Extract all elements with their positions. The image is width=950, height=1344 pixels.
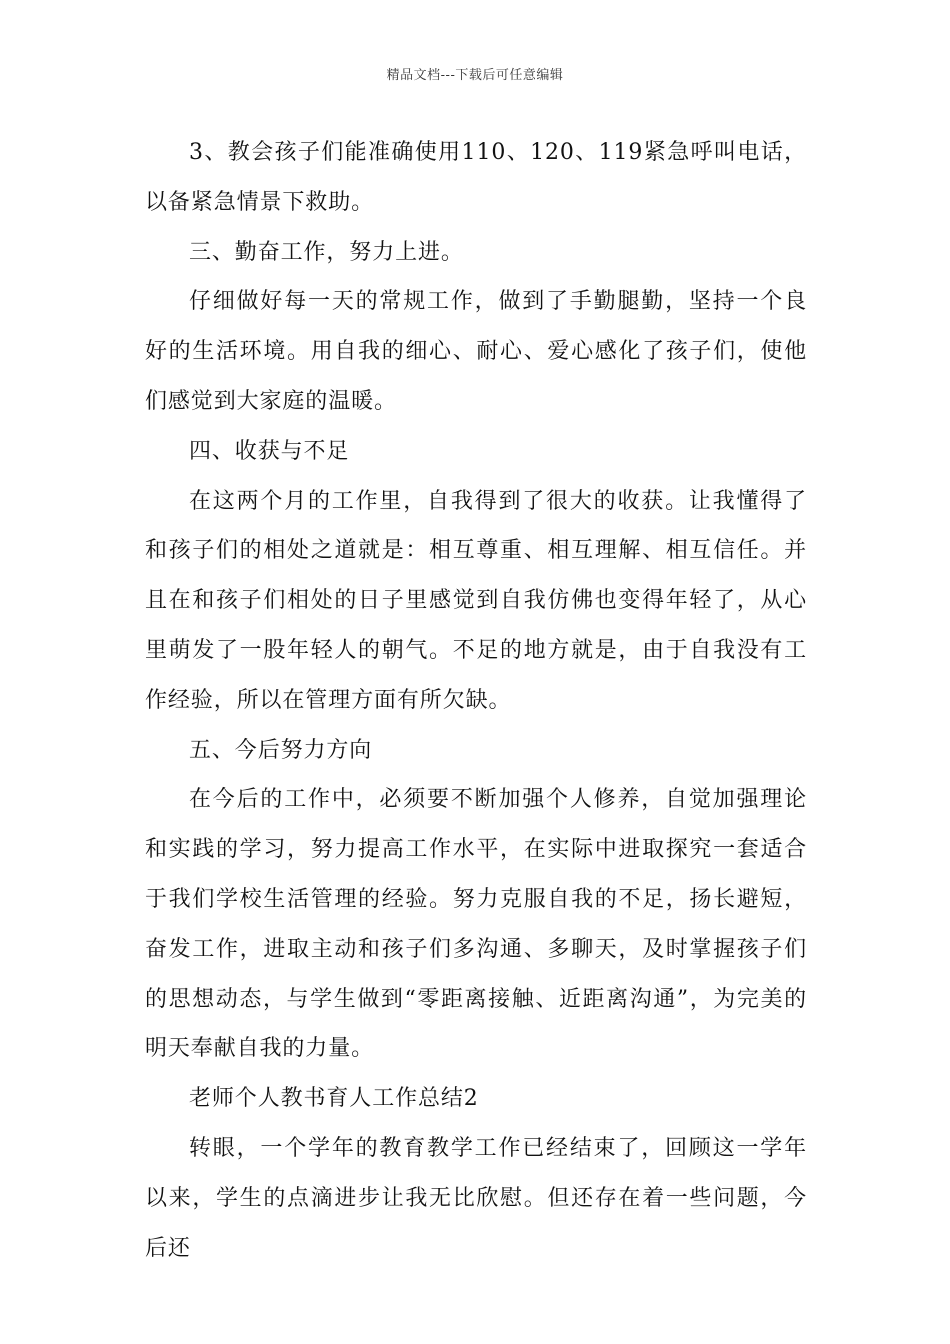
section-title-summary-2: 老师个人教书育人工作总结2 [189,1086,479,1112]
paragraph-routine-work: 仔细做好每一天的常规工作，做到了手勤腿勤，坚持一个良好的生活环境。用自我的细心、耐心、爱心感化了孩子们，使他们感觉到大家庭的温暖。 [145,289,807,414]
paragraph-school-year-review: 转眼，一个学年的教育教学工作已经结束了，回顾这一学年以来，学生的点滴进步让我无比欣慰。但还存在着一些问题，今后还 [145,1135,807,1261]
section-heading-gains-shortcomings: 四、收获与不足 [189,438,350,464]
document-body [145,128,807,1273]
section-heading-diligent-work: 三、勤奋工作，努力上进。 [189,239,464,265]
paragraph-gains: 在这两个月的工作里，自我得到了很大的收获。让我懂得了和孩子们的相处之道就是：相互尊重、相互理解、相互信任。并且在和孩子们相处的日子里感觉到自我仿佛也变得年轻了，从心里萌发了一股年轻人的朝气。不足的地方就是，由于自我没有工作经验，所以在管理方面有所欠缺。 [145,488,807,713]
paragraph-emergency-calls: 3、教会孩子们能准确使用110、120、119紧急呼叫电话，以备紧急情景下救助。 [145,140,807,215]
paragraph-future-work: 在今后的工作中，必须要不断加强个人修养，自觉加强理论和实践的学习，努力提高工作水平，在实际中进取探究一套适合于我们学校生活管理的经验。努力克服自我的不足，扬长避短，奋发工作，进取主动和孩子们多沟通、多聊天，及时掌握孩子们的思想动态，与学生做到“零距离接触、近距离沟通”，为完美的明天奉献自我的力量。 [145,787,807,1062]
page-header: 精品文档---下载后可任意编辑 [386,68,564,83]
section-heading-future-direction: 五、今后努力方向 [189,737,373,763]
